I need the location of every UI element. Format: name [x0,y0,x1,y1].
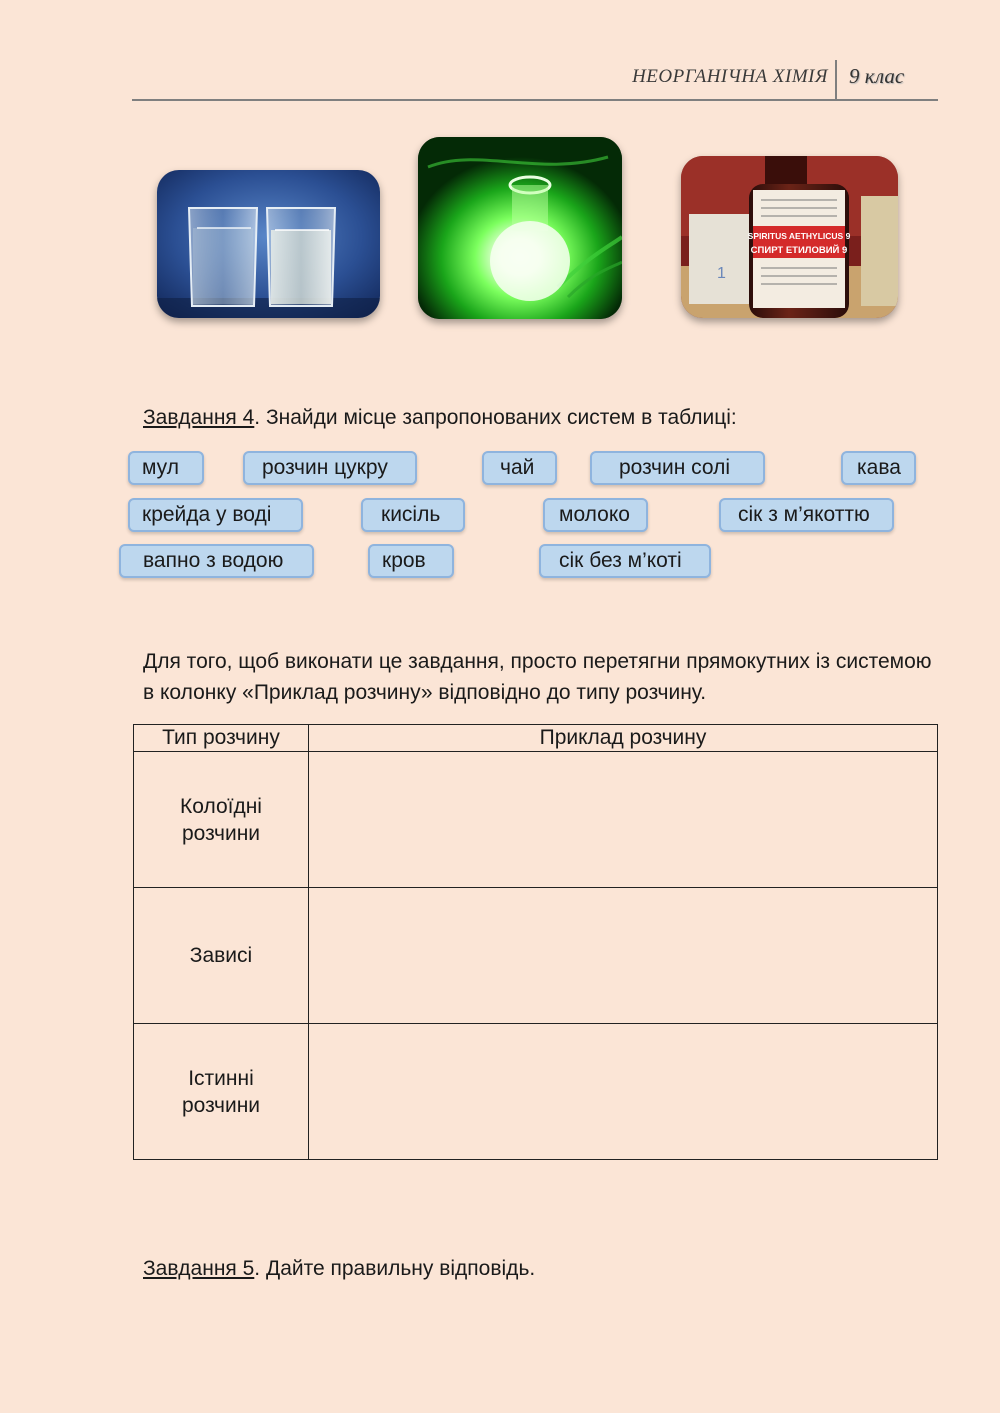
svg-text:1: 1 [717,265,726,282]
header-rule [132,99,938,101]
table-row [134,752,938,888]
task-4-text: . Знайди місце запропонованих систем в таблиці: [254,406,737,429]
row-type-colloidal [134,752,309,888]
table-row [134,1024,938,1160]
column-header-type: Тип розчину [134,725,309,752]
chip-chalk-in-water[interactable]: крейда у воді [128,498,303,532]
table-row [134,888,938,1024]
chip-blood[interactable]: кров [368,544,454,578]
row-type-suspensions [134,888,309,1024]
task-5-label: Завдання 5 [143,1257,255,1280]
chip-milk[interactable]: молоко [543,498,648,532]
chip-juice-with-pulp[interactable]: сік з м’якоттю [719,498,894,532]
row-type-line: розчини [181,1093,261,1117]
beakers-photo [157,170,380,318]
column-header-example: Приклад розчину [309,725,938,752]
task-4-heading [143,406,737,430]
drop-zone-suspensions[interactable] [309,888,938,1024]
row-type-true-solutions [134,1024,309,1160]
chip-kissel[interactable]: кисіль [361,498,465,532]
ethyl-alcohol-bottle-photo [681,156,898,318]
glowing-flask-photo [418,137,622,319]
chip-mul[interactable]: мул [128,451,204,485]
row-type-line: розчини [181,821,261,845]
drop-zone-true-solutions[interactable] [309,1024,938,1160]
task-4-label: Завдання 4 [143,406,255,429]
bottle-label-latin: SPIRITUS AETHYLICUS 9 [747,231,851,241]
row-type-line: Колоїдні [180,794,262,818]
row-type-line: Істинні [188,1066,254,1090]
chip-salt-solution[interactable]: розчин солі [590,451,765,485]
header-grade: 9 клас [849,64,905,88]
solution-types-table [133,724,938,1160]
header-separator [835,60,837,100]
task-5-text: . Дайте правильну відповідь. [254,1257,536,1280]
header-subject-title: НЕОРГАНІЧНА ХІМІЯ [632,66,828,87]
drop-zone-colloidal[interactable] [309,752,938,888]
chip-sugar-solution[interactable]: розчин цукру [243,451,417,485]
task-5-heading [143,1257,535,1281]
chip-tea[interactable]: чай [482,451,557,485]
chip-juice-without-pulp[interactable]: сік без м’коті [539,544,711,578]
chip-lime-with-water[interactable]: вапно з водою [119,544,314,578]
task-4-instructions: Для того, щоб виконати це завдання, просто перетягни прямокутних із системою в колонку «Приклад розчину» відповідно до типу розчину. [143,650,932,704]
bottle-label-cyrillic: СПИРТ ЕТИЛОВИЙ 9 [750,245,848,256]
chip-coffee[interactable]: кава [841,451,916,485]
table-header-row [134,725,938,752]
row-type-line: Зависі [189,944,253,967]
